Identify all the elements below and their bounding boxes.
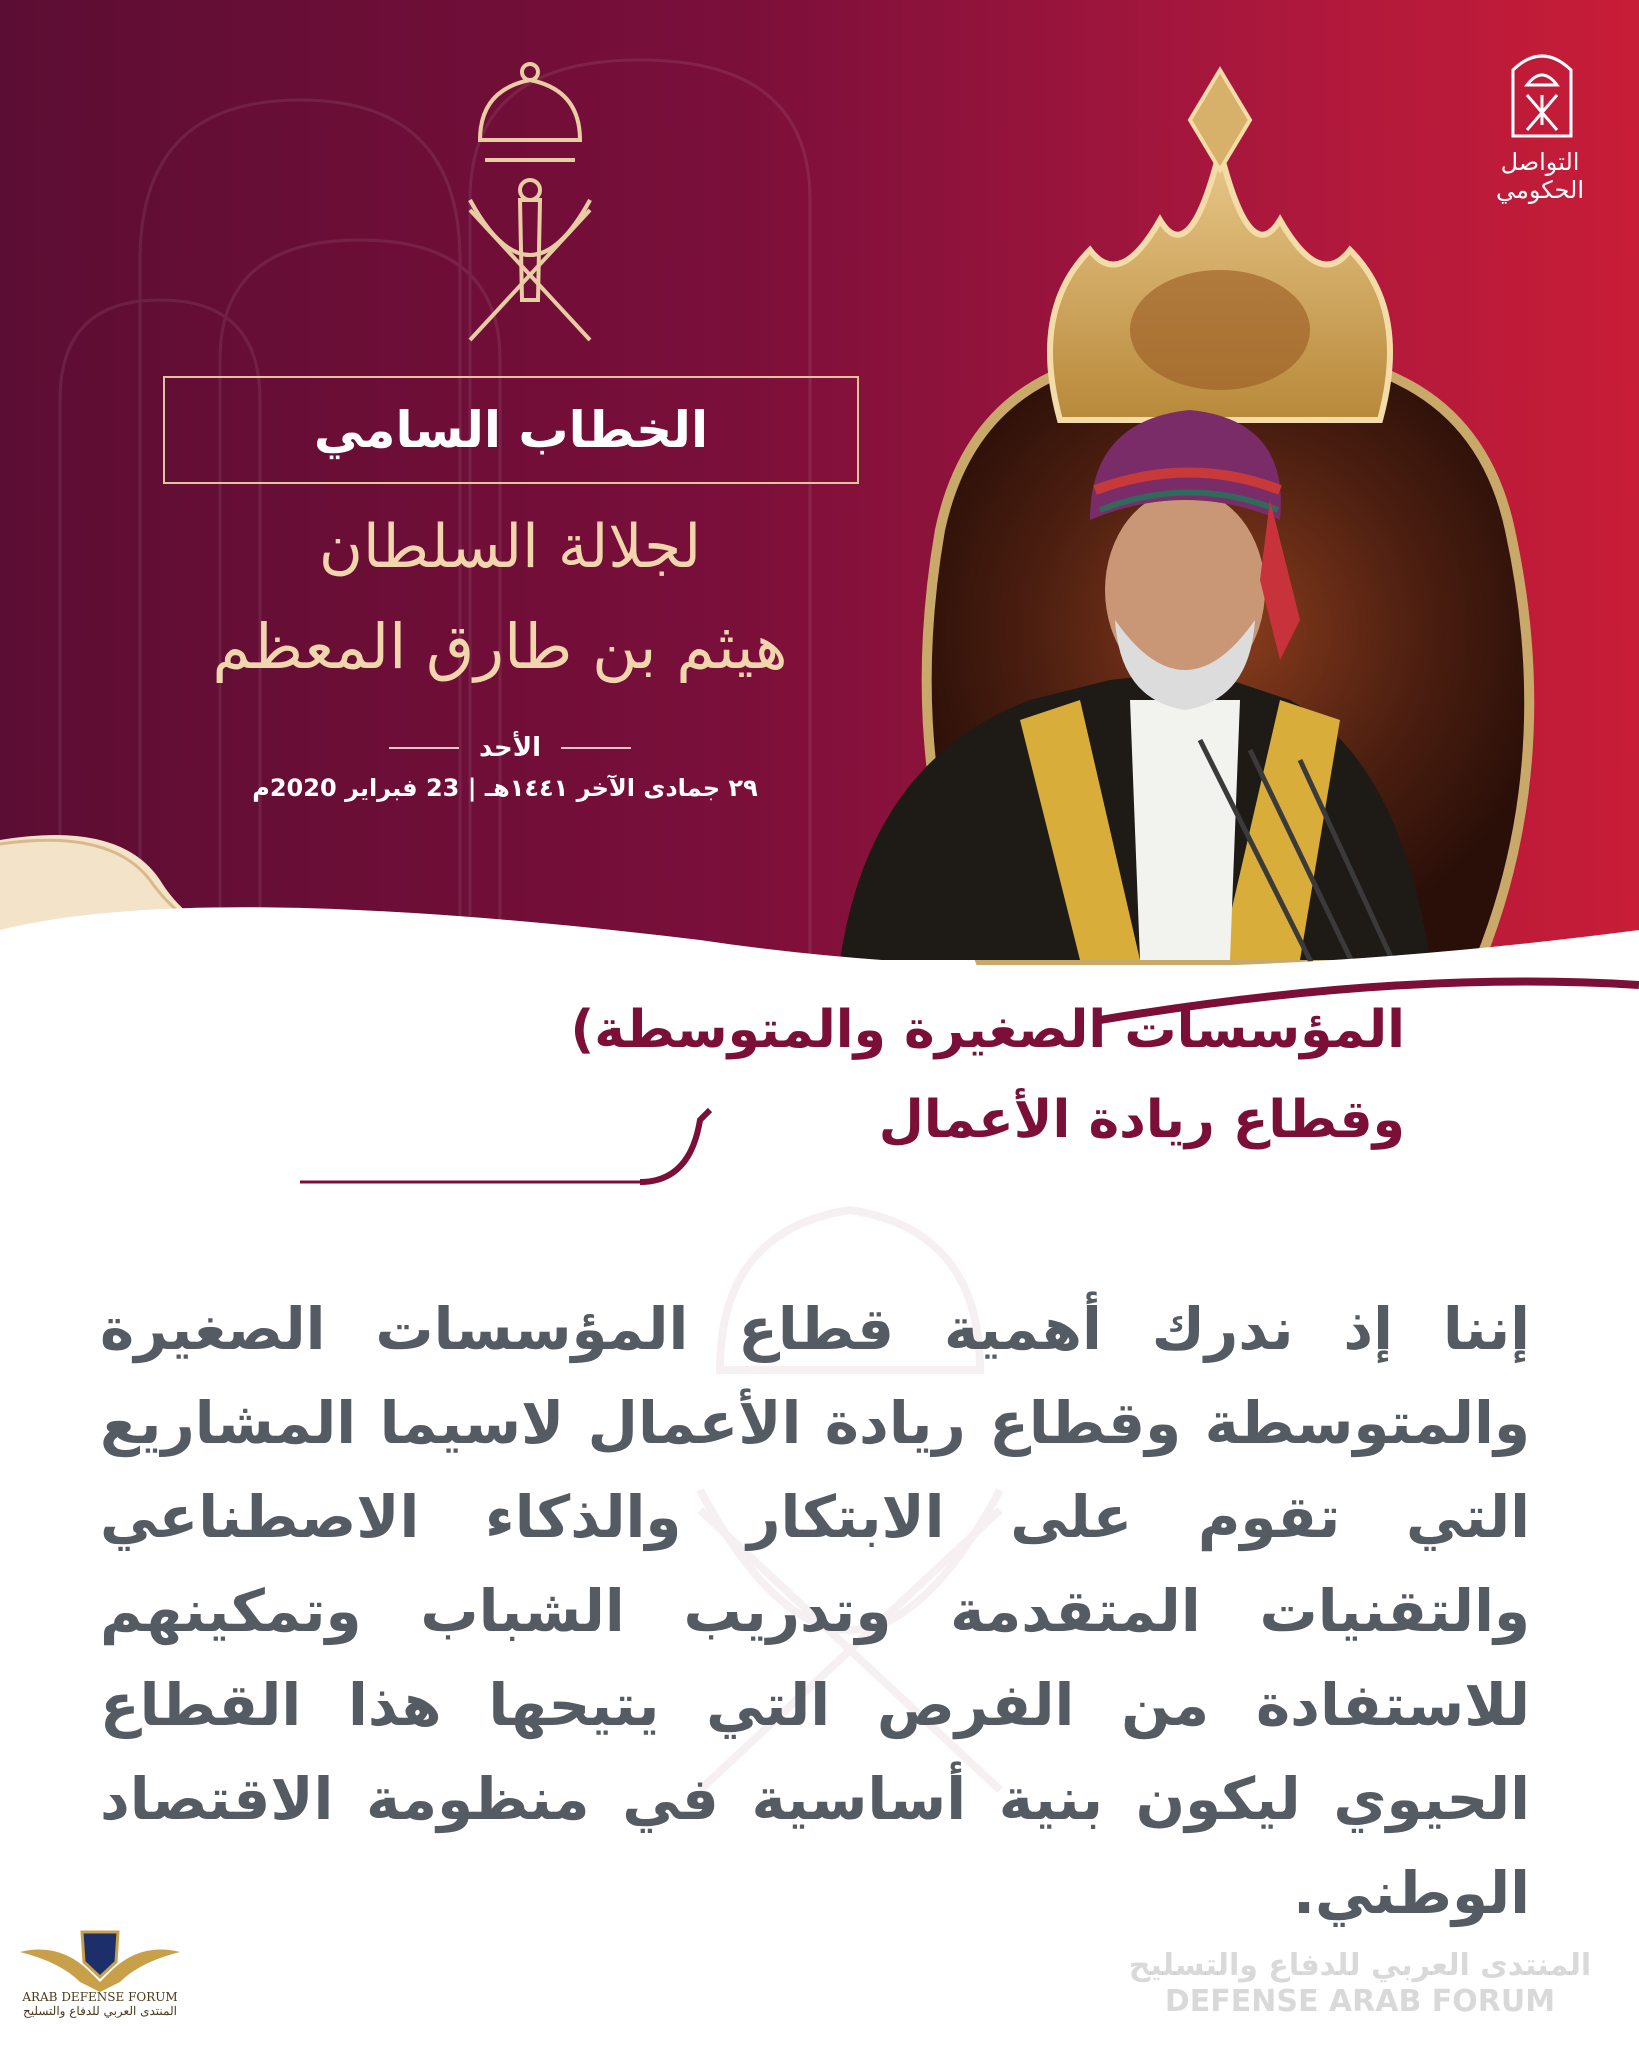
gov-communication-logo (1505, 40, 1579, 140)
defense-forum-watermark: المنتدى العربي للدفاع والتسليح DEFENSE ARAB FORUM (1128, 1948, 1592, 2019)
divider (389, 747, 459, 749)
day-label: الأحد (478, 733, 542, 763)
subtitle-sultan: لجلالة السلطان (318, 512, 702, 582)
divider (561, 747, 631, 749)
gov-communication-label: التواصل الحكومي (1496, 148, 1584, 204)
speech-quote-text: إننا إذ ندرك أهمية قطاع المؤسسات الصغيرة والمتوسطة وقطاع ريادة الأعمال لاسيما المشاريع التي تقوم على الابتكار والذكاء الاصطناعي والتقنيات المتقدمة وتدريب الشباب وتمكينهم للاستفادة من الفرص التي يتيحها هذا القطاع الحيوي ليكون بنية أساسية في منظومة الاقتصاد الوطني. (100, 1295, 1530, 1927)
section-title-line1: المؤسسات الصغيرة والمتوسطة) (570, 1000, 1405, 1060)
day-row (380, 728, 640, 768)
date-label: ٢٩ جمادى الآخر ١٤٤١هـ | 23 فبراير 2020م (252, 774, 758, 802)
speech-title: الخطاب السامي (313, 401, 709, 459)
arab-defense-forum-logo (20, 1922, 180, 1992)
oman-emblem (440, 60, 620, 350)
speech-title-box (163, 376, 859, 484)
section-title-line2: وقطاع ريادة الأعمال (878, 1090, 1405, 1150)
subtitle-name: هيثم بن طارق المعظم (212, 610, 788, 683)
arab-defense-forum-label: ARAB DEFENSE FORUM المنتدى العربي للدفاع والتسليح (22, 1990, 178, 2018)
